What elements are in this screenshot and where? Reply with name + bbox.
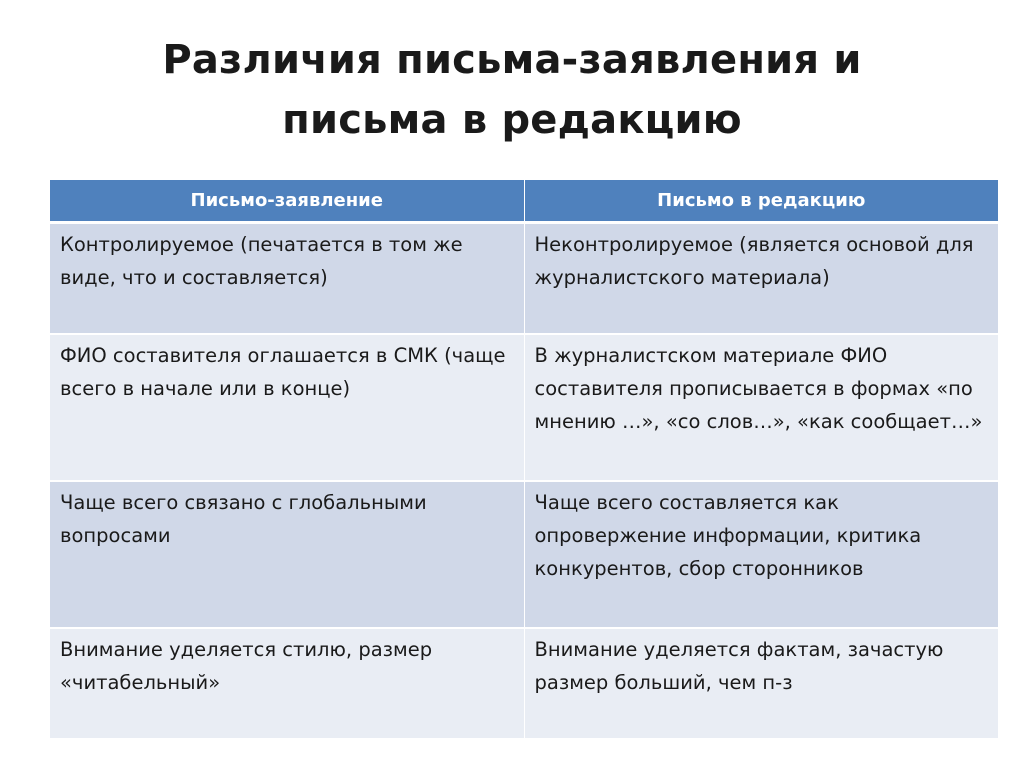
header-letter-to-editor: Письмо в редакцию	[524, 180, 998, 223]
slide-title-line-2: письма в редакцию	[282, 97, 742, 143]
slide-title-line-1: Различия письма-заявления и	[162, 37, 862, 83]
table-row	[50, 223, 998, 335]
table-header-row	[50, 180, 998, 223]
cell-editor-author: В журналистском материале ФИО составителя прописывается в формах «по мнению …», «со слов…», «как сообщает…»	[524, 334, 998, 481]
cell-editor-style: Внимание уделяется фактам, зачастую размер больший, чем п-з	[524, 628, 998, 739]
cell-statement-topic: Чаще всего связано с глобальными вопросами	[50, 481, 524, 628]
slide-title	[60, 30, 964, 150]
cell-editor-control: Неконтролируемое (является основой для журналистского материала)	[524, 223, 998, 335]
cell-statement-style: Внимание уделяется стилю, размер «читабельный»	[50, 628, 524, 739]
comparison-table	[50, 180, 998, 740]
table-row	[50, 334, 998, 481]
table-row	[50, 481, 998, 628]
cell-statement-author: ФИО составителя оглашается в СМК (чаще всего в начале или в конце)	[50, 334, 524, 481]
cell-editor-topic: Чаще всего составляется как опровержение информации, критика конкурентов, сбор сторонников	[524, 481, 998, 628]
header-letter-statement: Письмо-заявление	[50, 180, 524, 223]
table-row	[50, 628, 998, 739]
cell-statement-control: Контролируемое (печатается в том же виде, что и составляется)	[50, 223, 524, 335]
